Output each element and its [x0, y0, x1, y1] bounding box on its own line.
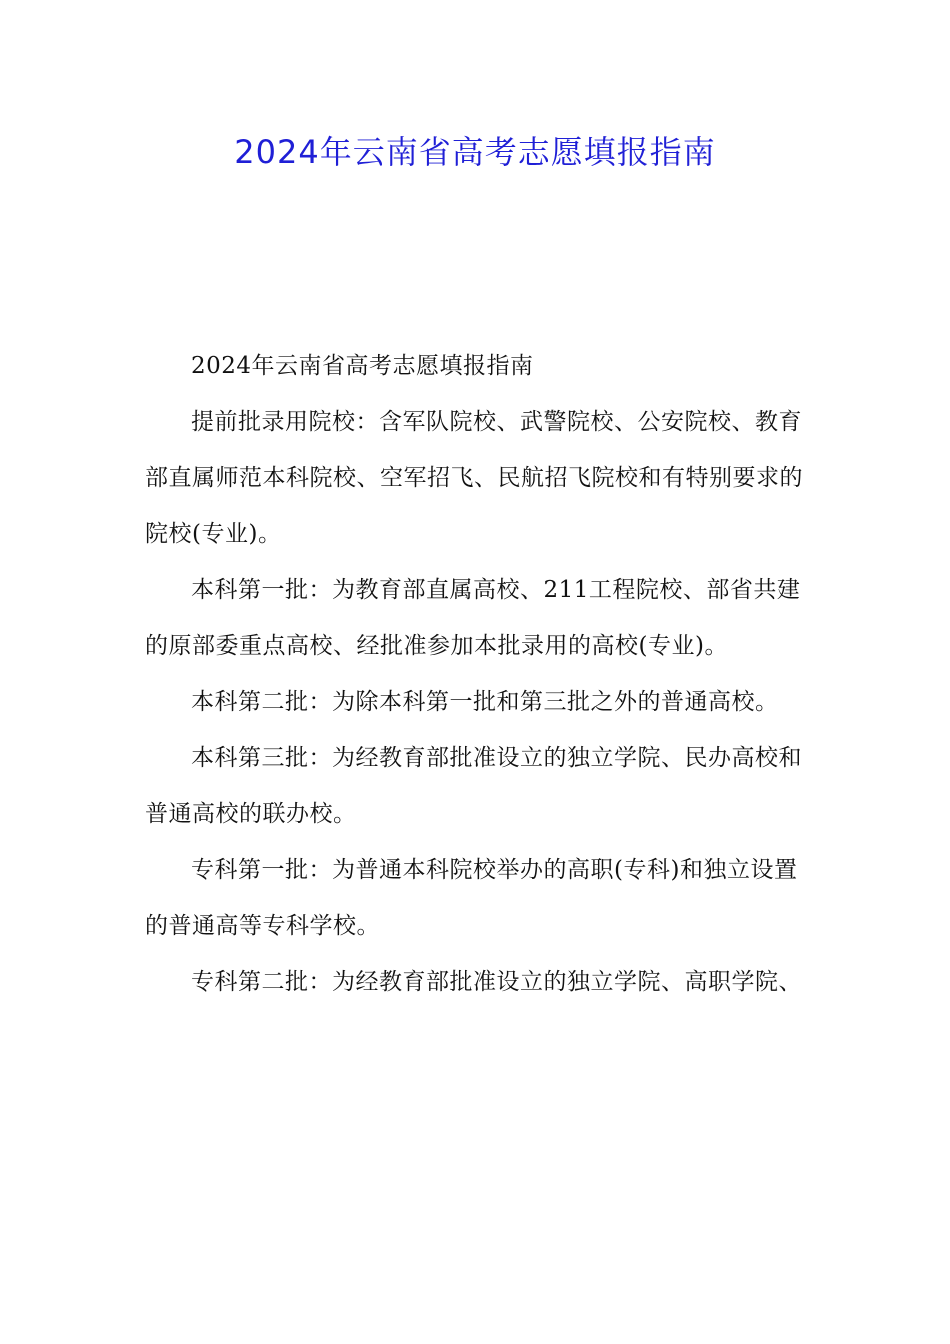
paragraph-college-batch-2: 专科第二批：为经教育部批准设立的独立学院、高职学院、	[191, 969, 802, 995]
paragraph-undergrad-batch-3: 本科第三批：为经教育部批准设立的独立学院、民办高校和普通高校的联办校。	[145, 745, 802, 827]
paragraph-undergrad-batch-1: 本科第一批：为教育部直属高校、211工程院校、部省共建的原部委重点高校、经批准参加本批录用的高校(专业)。	[145, 577, 801, 659]
paragraph-heading: 2024年云南省高考志愿填报指南	[191, 353, 534, 379]
document-body	[145, 338, 810, 1010]
paragraph-undergrad-batch-2: 本科第二批：为除本科第一批和第三批之外的普通高校。	[191, 689, 779, 715]
paragraph-college-batch-1: 专科第一批：为普通本科院校举办的高职(专科)和独立设置的普通高等专科学校。	[145, 857, 798, 939]
paragraph-early-batch: 提前批录用院校：含军队院校、武警院校、公安院校、教育部直属师范本科院校、空军招飞、民航招飞院校和有特别要求的院校(专业)。	[145, 409, 803, 547]
document-title: 2024年云南省高考志愿填报指南	[234, 133, 716, 171]
